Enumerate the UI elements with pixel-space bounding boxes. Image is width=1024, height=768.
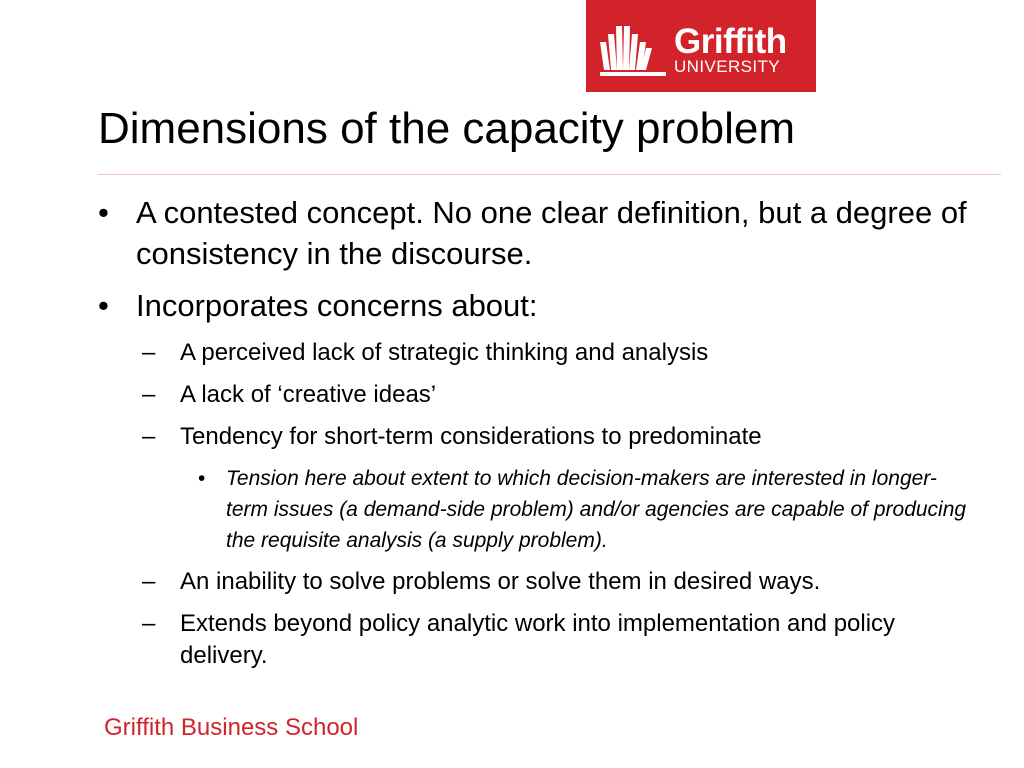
slide-body (98, 192, 968, 682)
logo-name: Griffith (674, 22, 787, 61)
slide-title: Dimensions of the capacity problem (98, 104, 795, 153)
sub-bullet-item (98, 608, 968, 672)
logo-subtitle: UNIVERSITY (674, 57, 781, 76)
bullet-text: Tendency for short-term considerations to predominate (180, 423, 762, 450)
bullet-marker: – (142, 610, 156, 637)
sub-sub-bullet-item (98, 463, 968, 556)
bullet-item (98, 285, 968, 326)
bullet-text: Extends beyond policy analytic work into implementation and policy delivery. (180, 610, 896, 669)
bullet-text: Tension here about extent to which decision-makers are interested in longer-term issues (a demand-side problem) and/or agencies are capable of producing the requisite analysis (a supply problem). (226, 467, 967, 552)
bullet-text: An inability to solve problems or solve them in desired ways. (180, 568, 821, 595)
sub-bullet-item (98, 379, 968, 411)
footer-school-name: Griffith Business School (104, 714, 359, 741)
bullet-marker: • (98, 288, 109, 323)
bullet-marker: • (198, 467, 206, 490)
bullet-item (98, 192, 968, 274)
bullet-marker: – (142, 423, 156, 450)
sub-bullet-item (98, 421, 968, 453)
bullet-text: A lack of ‘creative ideas’ (180, 381, 437, 408)
bullet-text: Incorporates concerns about: (136, 288, 538, 323)
sub-bullet-item (98, 337, 968, 369)
logo-wordmark (674, 24, 787, 75)
bullet-marker: – (142, 381, 156, 408)
bullet-marker: – (142, 339, 156, 366)
bullet-marker: – (142, 568, 156, 595)
bullet-marker: • (98, 195, 109, 230)
bullet-text: A contested concept. No one clear definition, but a degree of consistency in the discourse. (136, 195, 967, 271)
bullet-text: A perceived lack of strategic thinking and analysis (180, 339, 709, 366)
sub-bullet-item (98, 566, 968, 598)
title-divider (98, 174, 1001, 175)
